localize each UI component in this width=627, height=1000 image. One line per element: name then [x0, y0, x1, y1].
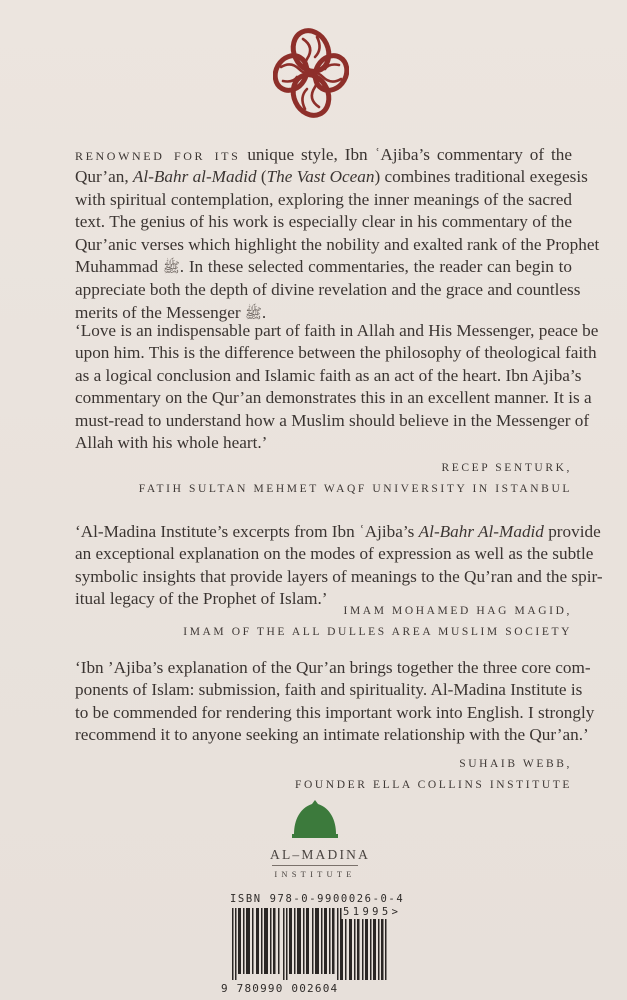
quote-line: ‘Ibn ’Ajiba’s explanation of the Qur’an brings together the three core com-: [75, 658, 591, 677]
green-dome-icon: [290, 800, 340, 840]
blurb-paragraph: [75, 144, 600, 325]
blurb-lead-smallcaps: renowned for its: [75, 145, 241, 164]
quote-line: as a logical conclusion and Islamic faith as an act of the heart. Ibn Ajiba’s: [75, 365, 582, 385]
salawat-glyph-icon: ﷺ: [162, 260, 180, 277]
quote-line: symbolic insights that provide layers of meanings to the Qu’ran and the spir-: [75, 566, 603, 586]
blurb-line: Muhammad ﷺ. In these selected commentaries, the reader can begin to: [75, 257, 573, 277]
quote-affiliation: IMAM OF THE ALL DULLES AREA MUSLIM SOCIETY: [183, 626, 572, 638]
quote-author: IMAM MOHAMED HAG MAGID,: [343, 605, 572, 617]
testimonial-quote: [75, 521, 603, 611]
quote-affiliation: FOUNDER ELLA COLLINS INSTITUTE: [295, 779, 572, 791]
blurb-line: renowned for its unique style, Ibn ʿAjiba’s commentary of the: [75, 145, 572, 164]
quote-line: itual legacy of the Prophet of Islam.’: [75, 589, 328, 609]
testimonial-quote: [75, 320, 599, 454]
blurb-line: merits of the Messenger ﷺ.: [75, 302, 267, 322]
arabesque-emblem-icon: [273, 25, 349, 121]
blurb-line: text. The genius of his work is especially clear in his commentary of the: [75, 212, 572, 232]
quote-line: recommend it to anyone seeking an intimate relationship with the Qur’an.’: [75, 725, 589, 745]
logo-divider: [272, 865, 358, 866]
quote-line: an exceptional explanation on the modes of expression as well as the subtle: [75, 544, 594, 564]
quote-author: SUHAIB WEBB,: [459, 758, 572, 770]
quote-line: must-read to understand how a Muslim should believe in the Messenger of: [75, 410, 590, 430]
quote-line: to be commended for rendering this important work into English. I strongly: [75, 702, 595, 722]
testimonial-quote: [75, 657, 595, 747]
price-code: 51995>: [343, 906, 402, 918]
publisher-name: AL–MADINA: [270, 847, 371, 862]
book-title-arabic: Al-Bahr Al-Madid: [418, 522, 544, 541]
quote-line: commentary on the Qur’an demonstrates this in an excellent manner. It is a: [75, 388, 592, 408]
book-title-arabic: Al-Bahr al-Madid: [132, 167, 257, 187]
quote-line: upon him. This is the difference between the philosophy of theological faith: [75, 343, 597, 363]
quote-line: ‘Love is an indispensable part of faith in Allah and His Messenger, peace be: [75, 321, 599, 340]
quote-affiliation: FATIH SULTAN MEHMET WAQF UNIVERSITY IN ISTANBUL: [138, 483, 572, 495]
book-title-english: The Vast Ocean: [266, 167, 375, 187]
blurb-line: Qur’anic verses which highlight the nobility and exalted rank of the Prophet: [75, 234, 600, 254]
quote-line: ponents of Islam: submission, faith and spirituality. Al-Madina Institute is: [75, 680, 583, 700]
publisher-logo: [270, 800, 371, 879]
quote-author: RECEP SENTURK,: [441, 462, 572, 474]
isbn-label: ISBN 978-0-9900026-0-4: [230, 893, 405, 905]
quote-line: Allah with his whole heart.’: [75, 433, 268, 453]
quote-line: ‘Al-Madina Institute’s excerpts from Ibn ʿAjiba’s Al-Bahr Al-Madid provide: [75, 522, 601, 541]
barcode-digits: 9 780990 002604: [221, 982, 339, 995]
ean-barcode-icon: [232, 908, 342, 980]
blurb-line: Qur’an, Al-Bahr al-Madid (The Vast Ocean) combines traditional exegesis: [75, 167, 588, 187]
blurb-line: with spiritual contemplation, exploring the inner meanings of the sacred: [75, 189, 572, 209]
blurb-line: appreciate both the depth of divine revelation and the grace and countless: [75, 280, 581, 300]
salawat-glyph-icon: ﷺ: [244, 305, 262, 322]
publisher-subtitle: INSTITUTE: [274, 869, 356, 879]
price-addon-barcode-icon: [337, 919, 387, 980]
